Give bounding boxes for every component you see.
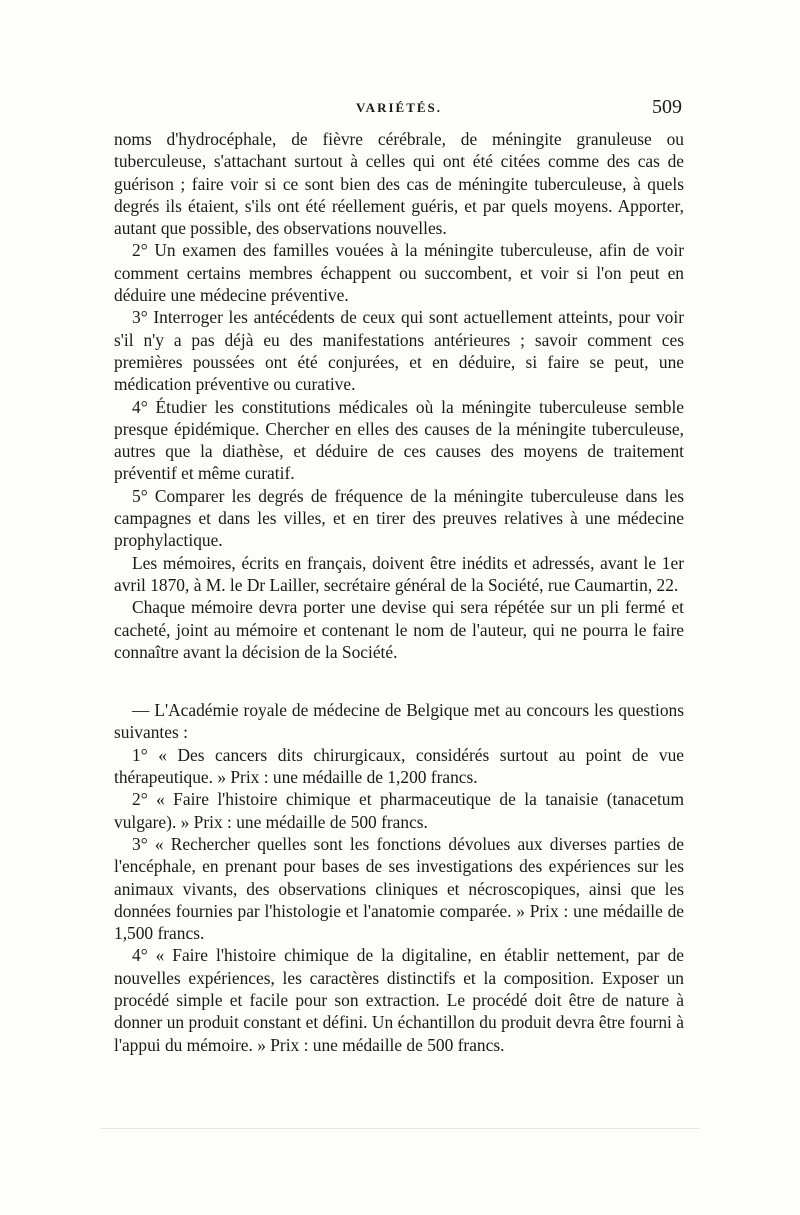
paragraph-continuation: noms d'hydrocéphale, de fièvre cérébrale, de méningite granuleuse ou tuberculeuse, s'attachant surtout à celles qui ont été citées comme des cas de guérison ; faire voir si ce sont bien des cas de méningite tuberculeuse, à quels degrés ils étaient, s'ils ont été réellement guéris, et par quels moyens. Apporter, autant que possible, des observations nouvelles. — [114, 129, 684, 239]
paragraph-item-3: 3° Interroger les antécédents de ceux qui sont actuellement atteints, pour voir s'il n'y a pas déjà eu des manifestations antérieures ; savoir comment ces premières poussées ont été conjurées, et en déduire, si faire se peut, une médication préventive ou curative. — [114, 307, 684, 395]
section-gap — [114, 663, 684, 699]
paragraph-devise: Chaque mémoire devra porter une devise qui sera répétée sur un pli fermé et cacheté, joint au mémoire et contenant le nom de l'auteur, qui ne pourra le faire connaître avant la décision de la Société. — [114, 597, 684, 662]
page-number: 509 — [652, 96, 682, 118]
paragraph-item-5: 5° Comparer les degrés de fréquence de la méningite tuberculeuse dans les campagnes et dans les villes, et en tirer des preuves relatives à une médecine prophylactique. — [114, 485, 684, 551]
paragraph-question-1: 1° « Des cancers dits chirurgicaux, considérés surtout au point de vue thérapeutique. » Prix : une médaille de 1,200 francs. — [114, 744, 684, 788]
paragraph-academie: — L'Académie royale de médecine de Belgique met au concours les questions suivantes : — [114, 700, 684, 743]
paragraph-question-3: 3° « Rechercher quelles sont les fonctions dévolues aux diverses parties de l'encéphale, en prenant pour bases de ses investigations des expériences sur les animaux vivants, des observations cliniques et nécroscopiques, ainsi que les données fournies par l'histologie et l'anatomie comparée. » Prix : une médaille de 1,500 francs. — [114, 833, 684, 944]
paragraph-question-2: 2° « Faire l'histoire chimique et pharmaceutique de la tanaisie (tanacetum vulgare). » Prix : une médaille de 500 francs. — [114, 789, 684, 832]
paragraph-item-2: 2° Un examen des familles vouées à la méningite tuberculeuse, afin de voir comment certains membres échappent ou succombent, et voir si l'on peut en déduire une médecine préventive. — [114, 240, 684, 306]
paragraph-submission: Les mémoires, écrits en français, doivent être inédits et adressés, avant le 1er avril 1870, à M. le Dr Lailler, secrétaire général de la Société, rue Caumartin, 22. — [114, 552, 684, 595]
scan-edge-line — [100, 1128, 700, 1129]
running-title: VARIÉTÉS. — [355, 100, 443, 115]
page-header — [114, 98, 684, 122]
body-text — [114, 128, 684, 1056]
paragraph-question-4: 4° « Faire l'histoire chimique de la digitaline, en établir nettement, par de nouvelles expériences, les caractères distinctifs et la composition. Exposer un procédé simple et facile pour son extraction. Le procédé doit être de nature à donner un produit constant et défini. Un échantillon du produit devra être fourni à l'appui du mémoire. » Prix : une médaille de 500 francs. — [114, 945, 684, 1055]
paragraph-item-4: 4° Étudier les constitutions médicales où la méningite tuberculeuse semble presque épidémique. Chercher en elles des causes de la méningite tuberculeuse, autres que la diathèse, et déduire de ces causes des moyens de traitement préventif et même curatif. — [114, 396, 684, 484]
